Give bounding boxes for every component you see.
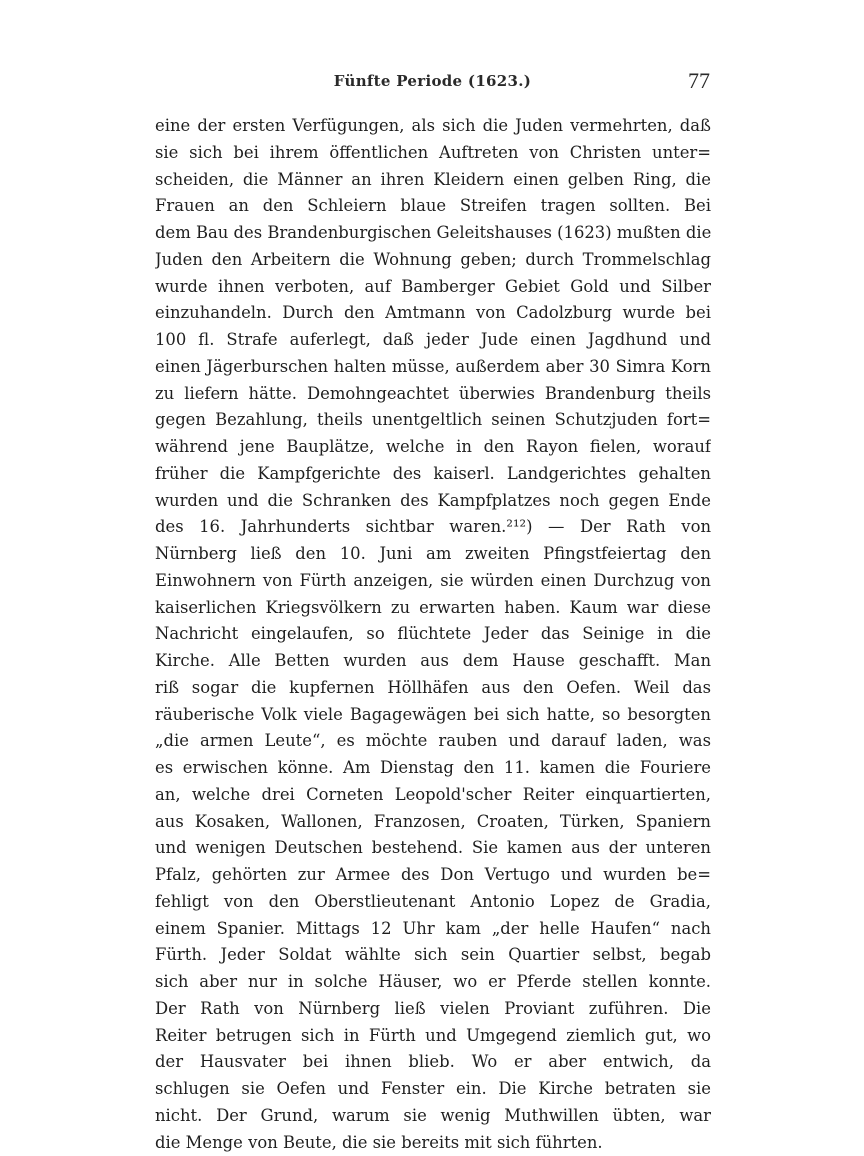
text-line: an, welche drei Corneten Leopold'scher Reiter einquartierten,	[155, 784, 711, 804]
text-line: Juden den Arbeitern die Wohnung geben; durch Trommelschlag	[155, 249, 711, 269]
text-line: einzuhandeln. Durch den Amtmann von Cadolzburg wurde bei	[155, 303, 711, 323]
text-line: des 16. Jahrhunderts sichtbar waren.²¹²) — Der Rath von	[155, 517, 711, 537]
text-line: einem Spanier. Mittags 12 Uhr kam „der helle Haufen“ nach	[155, 918, 711, 938]
text-line: es erwischen könne. Am Dienstag den 11. kamen die Fouriere	[155, 758, 711, 777]
text-line: während jene Bauplätze, welche in den Rayon fielen, worauf	[155, 437, 711, 456]
text-line: Der Rath von Nürnberg ließ vielen Proviant zuführen. Die	[155, 998, 711, 1018]
text-line: Nürnberg ließ den 10. Juni am zweiten Pfingstfeiertag den	[155, 544, 711, 563]
text-line: scheiden, die Männer an ihren Kleidern einen gelben Ring, die	[155, 169, 711, 189]
text-line: Fürth. Jeder Soldat wählte sich sein Quartier selbst, begab	[155, 945, 711, 965]
page-header	[155, 68, 710, 102]
text-line: kaiserlichen Kriegsvölkern zu erwarten haben. Kaum war diese	[155, 597, 711, 617]
text-line: Pfalz, gehörten zur Armee des Don Vertugo und wurden be=	[155, 865, 711, 884]
text-line: früher die Kampfgerichte des kaiserl. Landgerichtes gehalten	[155, 463, 711, 483]
text-line: die Menge von Beute, die sie bereits mit sich führten.	[155, 1132, 603, 1152]
text-line: und wenigen Deutschen bestehend. Sie kamen aus der unteren	[155, 838, 711, 858]
text-line: sie sich bei ihrem öffentlichen Auftreten von Christen unter=	[155, 142, 711, 162]
text-line: nicht. Der Grund, warum sie wenig Muthwillen übten, war	[155, 1105, 711, 1125]
page-number: 77	[688, 68, 710, 93]
text-line: Nachricht eingelaufen, so flüchtete Jeder das Seinige in die	[155, 624, 711, 644]
text-line: Kirche. Alle Betten wurden aus dem Hause geschafft. Man	[155, 651, 711, 670]
text-line: Frauen an den Schleiern blaue Streifen tragen sollten. Bei	[155, 196, 711, 216]
text-line: wurden und die Schranken des Kampfplatzes noch gegen Ende	[155, 490, 711, 510]
text-line: Reiter betrugen sich in Fürth und Umgegend ziemlich gut, wo	[155, 1025, 711, 1045]
text-line: wurde ihnen verboten, auf Bamberger Gebiet Gold und Silber	[155, 276, 711, 296]
text-line: räuberische Volk viele Bagagewägen bei sich hatte, so besorgten	[155, 704, 711, 724]
text-line: schlugen sie Oefen und Fenster ein. Die Kirche betraten sie	[155, 1079, 711, 1098]
text-line: der Hausvater bei ihnen blieb. Wo er aber entwich, da	[155, 1052, 711, 1072]
text-line: „die armen Leute“, es möchte rauben und darauf laden, was	[155, 731, 711, 751]
running-title: Fünfte Periode (1623.)	[333, 72, 532, 90]
text-line: gegen Bezahlung, theils unentgeltlich seinen Schutzjuden fort=	[155, 410, 711, 430]
body-text	[155, 113, 711, 1156]
text-line: Einwohnern von Fürth anzeigen, sie würden einen Durchzug von	[155, 570, 711, 590]
text-line: einen Jägerburschen halten müsse, außerdem aber 30 Simra Korn	[155, 356, 711, 376]
text-line: riß sogar die kupfernen Höllhäfen aus den Oefen. Weil das	[155, 677, 711, 697]
text-line: sich aber nur in solche Häuser, wo er Pferde stellen konnte.	[155, 972, 711, 991]
text-line: dem Bau des Brandenburgischen Geleitshauses (1623) mußten die	[155, 223, 711, 242]
text-line: zu liefern hätte. Demohngeachtet überwies Brandenburg theils	[155, 383, 711, 403]
text-line: aus Kosaken, Wallonen, Franzosen, Croaten, Türken, Spaniern	[155, 811, 711, 831]
text-line: 100 fl. Strafe auferlegt, daß jeder Jude einen Jagdhund und	[155, 330, 711, 349]
text-line: fehligt von den Oberstlieutenant Antonio Lopez de Gradia,	[155, 891, 711, 911]
text-line: eine der ersten Verfügungen, als sich die Juden vermehrten, daß	[155, 116, 711, 135]
